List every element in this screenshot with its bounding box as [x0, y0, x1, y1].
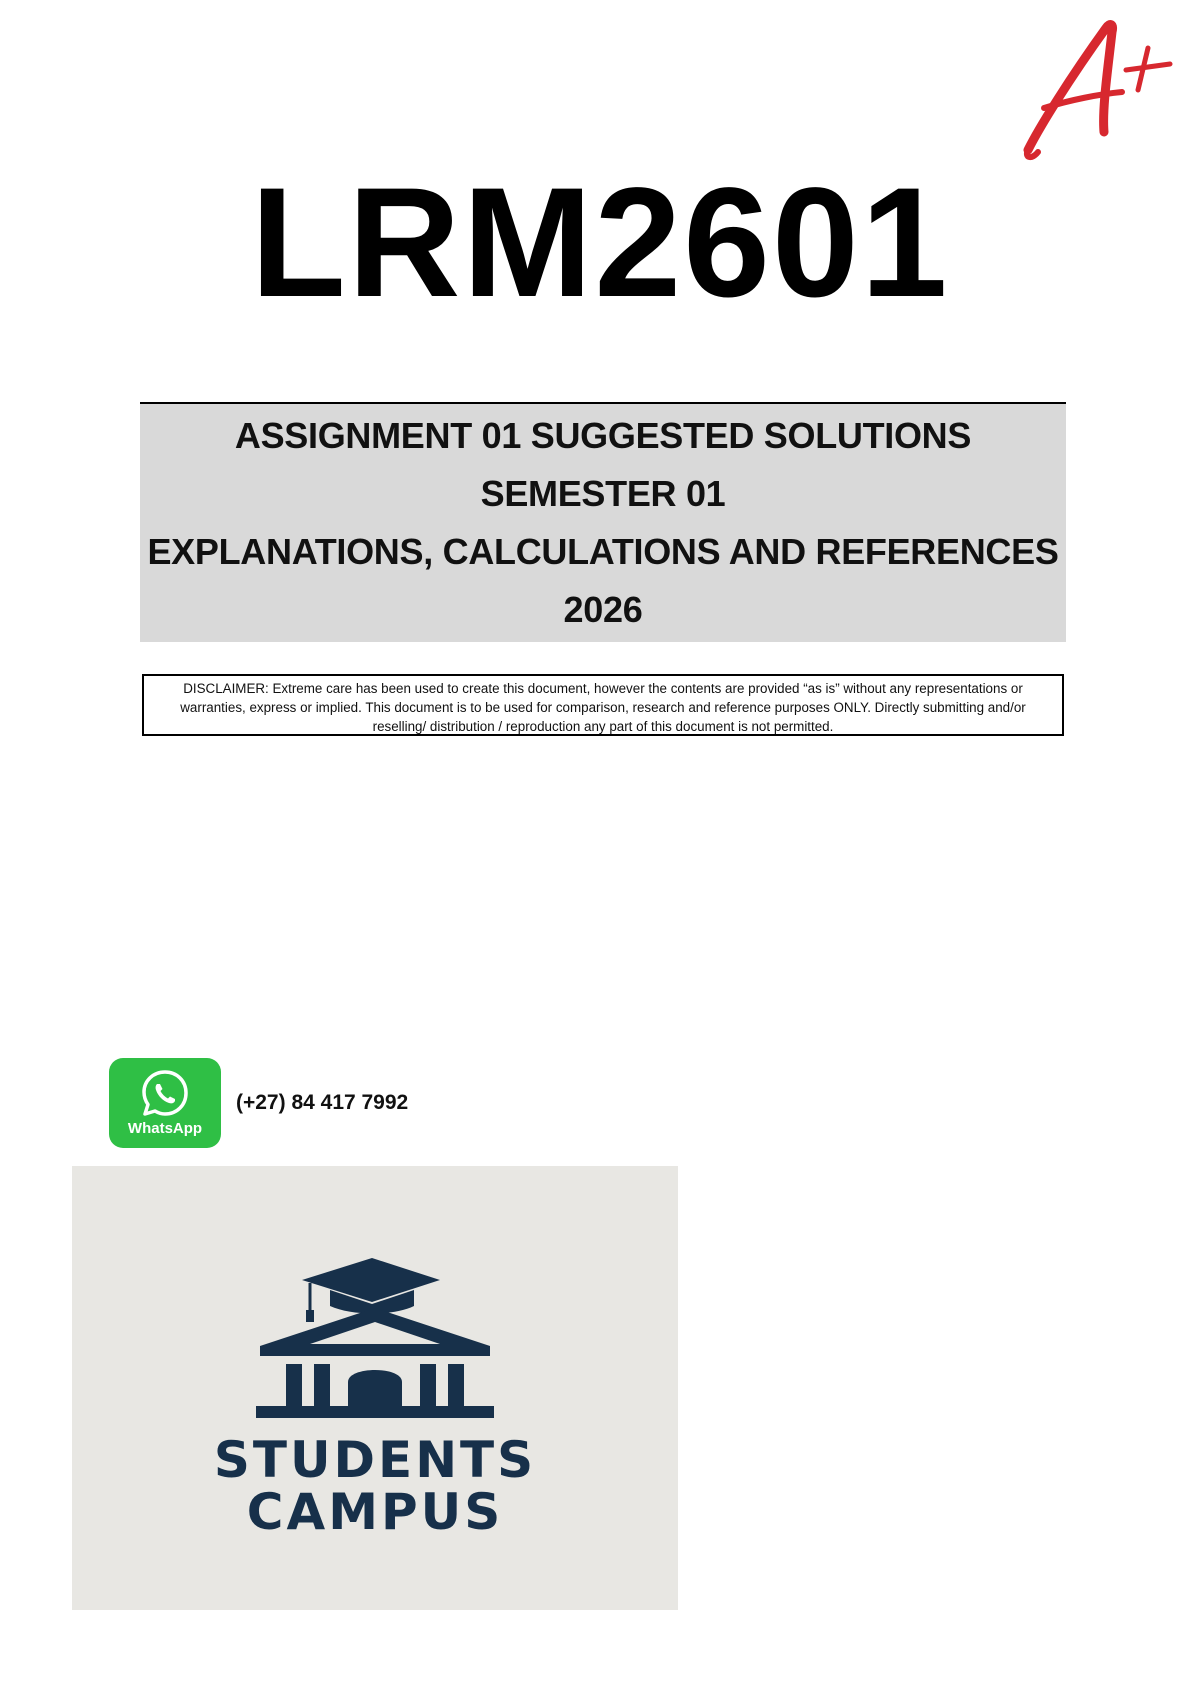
title-line-semester: SEMESTER 01: [480, 473, 726, 514]
title-line-year: 2026: [563, 589, 643, 630]
title-line-explanations: EXPLANATIONS, CALCULATIONS AND REFERENCES: [147, 531, 1059, 572]
whatsapp-label: WhatsApp: [127, 1120, 203, 1137]
logo-line-campus: CAMPUS: [246, 1483, 504, 1541]
disclaimer-box: DISCLAIMER: Extreme care has been used to create this document, however the contents are provided “as is” without any representations or warranties, express or implied. This document is to be used for comparison, research and reference purposes ONLY. Directly submitting and/or reselling/ distribution / reproduction any part of this document is not permitted.: [142, 674, 1064, 736]
whatsapp-phone-number[interactable]: (+27) 84 417 7992: [236, 1091, 409, 1114]
assignment-title-box: [140, 402, 1066, 642]
grade-mark-a-plus: [1010, 8, 1190, 168]
students-campus-logo: [72, 1166, 678, 1610]
logo-line-students: STUDENTS: [213, 1431, 537, 1489]
whatsapp-icon[interactable]: [109, 1058, 221, 1148]
graduation-building-icon: [252, 1250, 498, 1420]
title-line-assignment: ASSIGNMENT 01 SUGGESTED SOLUTIONS: [234, 415, 972, 456]
logo-wordmark: [72, 1431, 678, 1541]
whatsapp-phone-bubble-icon: [139, 1068, 191, 1118]
course-code-title: LRM2601: [250, 156, 950, 330]
